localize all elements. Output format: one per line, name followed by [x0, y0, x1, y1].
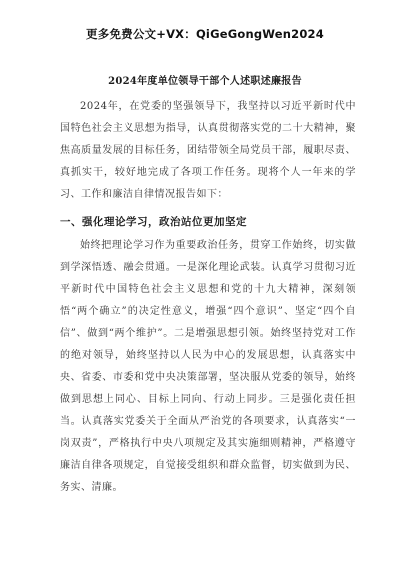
- document-title: 2024年度单位领导干部个人述职述廉报告: [108, 76, 302, 87]
- promo-banner: 更多免费公文+VX：QiGeGongWen2024: [86, 27, 324, 41]
- document-body: [60, 96, 356, 499]
- intro-paragraph: 2024年，在党委的坚强领导下，我坚持以习近平新时代中国特色社会主义思想为指导，认真贯彻落实党的二十大精神，聚焦高质量发展的目标任务，团结带领全局党员干部，履职尽责、真抓实干，较好地完成了各项工作任务。现将个人一年来的学习、工作和廉洁自律情况报告如下：: [60, 101, 356, 200]
- section-heading: 一、强化理论学习，政治站位更加坚定: [60, 216, 247, 228]
- section-paragraph: 始终把理论学习作为重要政治任务，贯穿工作始终，切实做到学深悟透、融会贯通。一是深化理论武装。认真学习贯彻习近平新时代中国特色社会主义思想和党的十九大精神，深刻领悟“两个确立”的决定性意义，增强“四个意识”、坚定“四个自信”、做到“两个维护”。二是增强思想引领。始终坚持党对工作的绝对领导，始终坚持以人民为中心的发展思想，认真落实中央、省委、市委和党中央决策部署，坚决服从党委的领导，始终做到思想上同心、目标上同向、行动上同步。三是强化责任担当。认真落实党委关于全面从严治党的各项要求，认真落实“一岗双责”，严格执行中央八项规定及其实施细则精神，严格遵守廉洁自律各项规定，自觉接受组织和群众监督，切实做到为民、务实、清廉。: [60, 240, 356, 493]
